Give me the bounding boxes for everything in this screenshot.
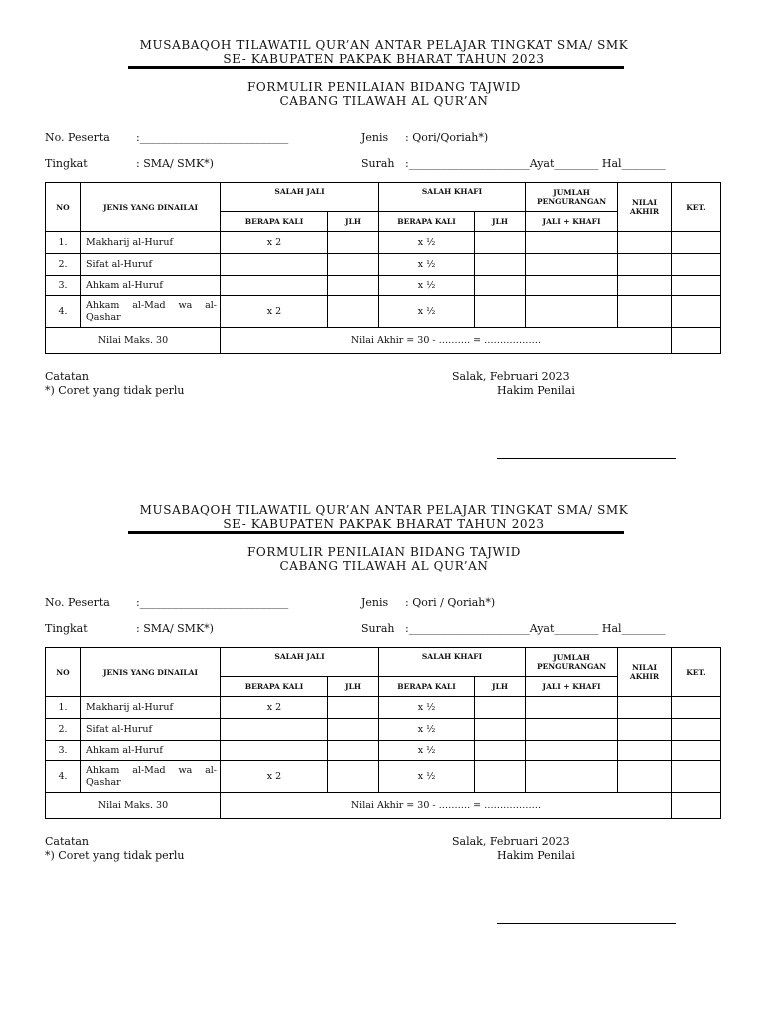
row-jumlah-cell[interactable]: [526, 232, 618, 254]
tingkat-field[interactable]: : SMA/ SMK*): [136, 157, 214, 170]
sub-berapa-kali-jali: BERAPA KALI: [221, 677, 328, 697]
tingkat-label: Tingkat: [45, 157, 88, 170]
signature-line[interactable]: [497, 458, 676, 459]
row-jali-multiplier: [221, 741, 328, 761]
row-nilai-cell[interactable]: [618, 296, 672, 328]
row-number: 2.: [46, 254, 81, 276]
row-criteria: Makharij al-Huruf: [81, 232, 221, 254]
row-nilai-cell[interactable]: [618, 719, 672, 741]
row-jali-multiplier: [221, 254, 328, 276]
row-number: 4.: [46, 296, 81, 328]
sub-jali-khafi: JALI + KHAFI: [526, 677, 618, 697]
header-rule: [128, 66, 624, 69]
row-criteria: Ahkam al-Huruf: [81, 741, 221, 761]
col-jenis-header: JENIS YANG DINAILAI: [81, 183, 221, 232]
row-jali-multiplier: x 2: [221, 697, 328, 719]
row-jali-multiplier: [221, 719, 328, 741]
place-date: Salak, Februari 2023: [452, 370, 570, 383]
sub-berapa-kali-khafi: BERAPA KALI: [379, 677, 475, 697]
row-jali-multiplier: x 2: [221, 232, 328, 254]
nilai-akhir-formula: Nilai Akhir = 30 - ………. = ………………: [221, 793, 672, 819]
row-khafi-multiplier: x ½: [379, 741, 475, 761]
sub-jlh-jali: JLH: [328, 677, 379, 697]
form-subtitle: CABANG TILAWAH AL QUR’AN: [279, 559, 489, 573]
form-title: FORMULIR PENILAIAN BIDANG TAJWID: [246, 80, 522, 94]
row-khafi-total-cell[interactable]: [475, 697, 526, 719]
col-jumlah-header: JUMLAH PENGURANGAN: [526, 183, 618, 212]
row-khafi-total-cell[interactable]: [475, 254, 526, 276]
row-ket-cell[interactable]: [672, 296, 721, 328]
row-nilai-cell[interactable]: [618, 276, 672, 296]
tingkat-field[interactable]: : SMA/ SMK*): [136, 622, 214, 635]
table-row: [46, 232, 721, 254]
row-jumlah-cell[interactable]: [526, 719, 618, 741]
row-khafi-multiplier: x ½: [379, 719, 475, 741]
header-subtitle: SE- KABUPATEN PAKPAK BHARAT TAHUN 2023: [223, 52, 545, 66]
nilai-akhir-ket-cell[interactable]: [672, 328, 721, 354]
row-jali-total-cell[interactable]: [328, 761, 379, 793]
header-title: MUSABAQOH TILAWATIL QUR’AN ANTAR PELAJAR TINGKAT SMA/ SMK: [139, 38, 629, 52]
row-khafi-multiplier: x ½: [379, 761, 475, 793]
row-criteria: Ahkam al-Huruf: [81, 276, 221, 296]
row-ket-cell[interactable]: [672, 741, 721, 761]
row-jali-multiplier: x 2: [221, 296, 328, 328]
hakim-label: Hakim Penilai: [497, 849, 575, 862]
row-nilai-cell[interactable]: [618, 697, 672, 719]
col-salah-khafi-header: SALAH KHAFI: [379, 648, 526, 677]
form-title: FORMULIR PENILAIAN BIDANG TAJWID: [246, 545, 522, 559]
col-jenis-header: JENIS YANG DINAILAI: [81, 648, 221, 697]
row-jali-total-cell[interactable]: [328, 697, 379, 719]
row-jali-multiplier: x 2: [221, 761, 328, 793]
sub-berapa-kali-jali: BERAPA KALI: [221, 212, 328, 232]
catatan-label: Catatan: [45, 835, 90, 848]
sub-berapa-kali-khafi: BERAPA KALI: [379, 212, 475, 232]
header-rule: [128, 531, 624, 534]
coret-note: *) Coret yang tidak perlu: [45, 384, 185, 397]
table-row: [46, 276, 721, 296]
row-jumlah-cell[interactable]: [526, 761, 618, 793]
table-row: [46, 254, 721, 276]
row-jumlah-cell[interactable]: [526, 741, 618, 761]
row-jali-total-cell[interactable]: [328, 296, 379, 328]
row-criteria: Sifat al-Huruf: [81, 254, 221, 276]
row-khafi-total-cell[interactable]: [475, 741, 526, 761]
table-row: [46, 697, 721, 719]
no-peserta-label: No. Peserta: [45, 131, 110, 144]
catatan-label: Catatan: [45, 370, 90, 383]
score-table: [45, 647, 721, 819]
col-ket-header: KET.: [672, 183, 721, 232]
row-jali-total-cell[interactable]: [328, 719, 379, 741]
row-khafi-multiplier: x ½: [379, 697, 475, 719]
row-khafi-multiplier: x ½: [379, 232, 475, 254]
no-peserta-field[interactable]: :___________________________: [136, 596, 289, 609]
coret-note: *) Coret yang tidak perlu: [45, 849, 185, 862]
row-nilai-cell[interactable]: [618, 741, 672, 761]
row-criteria: Ahkam al-Mad wa al-Qashar: [81, 761, 221, 793]
jenis-field[interactable]: : Qori / Qoriah*): [405, 596, 496, 609]
col-jumlah-header: JUMLAH PENGURANGAN: [526, 648, 618, 677]
col-nilai-header: NILAI AKHIR: [618, 183, 672, 232]
hakim-label: Hakim Penilai: [497, 384, 575, 397]
no-peserta-label: No. Peserta: [45, 596, 110, 609]
row-number: 3.: [46, 276, 81, 296]
row-jali-total-cell[interactable]: [328, 741, 379, 761]
row-jumlah-cell[interactable]: [526, 697, 618, 719]
row-number: 1.: [46, 232, 81, 254]
signature-line[interactable]: [497, 923, 676, 924]
row-khafi-multiplier: x ½: [379, 296, 475, 328]
row-jali-total-cell[interactable]: [328, 276, 379, 296]
form-subtitle: CABANG TILAWAH AL QUR’AN: [279, 94, 489, 108]
jenis-label: Jenis: [361, 596, 389, 609]
row-khafi-multiplier: x ½: [379, 276, 475, 296]
col-salah-jali-header: SALAH JALI: [221, 648, 379, 677]
surah-ayat-hal-field[interactable]: :______________________Ayat________ Hal________: [405, 622, 666, 635]
col-no-header: NO: [46, 648, 81, 697]
sub-jlh-khafi: JLH: [475, 212, 526, 232]
row-nilai-cell[interactable]: [618, 232, 672, 254]
col-salah-jali-header: SALAH JALI: [221, 183, 379, 212]
no-peserta-field[interactable]: :___________________________: [136, 131, 289, 144]
row-jali-multiplier: [221, 276, 328, 296]
table-row: [46, 719, 721, 741]
row-ket-cell[interactable]: [672, 232, 721, 254]
row-ket-cell[interactable]: [672, 761, 721, 793]
row-ket-cell[interactable]: [672, 276, 721, 296]
nilai-akhir-ket-cell[interactable]: [672, 793, 721, 819]
row-nilai-cell[interactable]: [618, 761, 672, 793]
sub-jlh-khafi: JLH: [475, 677, 526, 697]
score-table: [45, 182, 721, 354]
table-row: [46, 741, 721, 761]
row-number: 1.: [46, 697, 81, 719]
header-subtitle: SE- KABUPATEN PAKPAK BHARAT TAHUN 2023: [223, 517, 545, 531]
row-ket-cell[interactable]: [672, 697, 721, 719]
row-jali-total-cell[interactable]: [328, 254, 379, 276]
col-nilai-header: NILAI AKHIR: [618, 648, 672, 697]
row-khafi-multiplier: x ½: [379, 254, 475, 276]
row-jali-total-cell[interactable]: [328, 232, 379, 254]
nilai-maks: Nilai Maks. 30: [46, 328, 221, 354]
jenis-field[interactable]: : Qori/Qoriah*): [405, 131, 489, 144]
header-title: MUSABAQOH TILAWATIL QUR’AN ANTAR PELAJAR TINGKAT SMA/ SMK: [139, 503, 629, 517]
col-ket-header: KET.: [672, 648, 721, 697]
row-nilai-cell[interactable]: [618, 254, 672, 276]
col-no-header: NO: [46, 183, 81, 232]
surah-ayat-hal-field[interactable]: :______________________Ayat________ Hal________: [405, 157, 666, 170]
row-khafi-total-cell[interactable]: [475, 232, 526, 254]
col-salah-khafi-header: SALAH KHAFI: [379, 183, 526, 212]
surah-label: Surah: [361, 157, 395, 170]
surah-label: Surah: [361, 622, 395, 635]
row-jumlah-cell[interactable]: [526, 276, 618, 296]
row-criteria: Sifat al-Huruf: [81, 719, 221, 741]
row-khafi-total-cell[interactable]: [475, 761, 526, 793]
place-date: Salak, Februari 2023: [452, 835, 570, 848]
row-khafi-total-cell[interactable]: [475, 276, 526, 296]
table-row: [46, 296, 721, 328]
row-khafi-total-cell[interactable]: [475, 719, 526, 741]
row-criteria: Makharij al-Huruf: [81, 697, 221, 719]
row-ket-cell[interactable]: [672, 254, 721, 276]
jenis-label: Jenis: [361, 131, 389, 144]
nilai-akhir-formula: Nilai Akhir = 30 - ………. = ………………: [221, 328, 672, 354]
row-number: 2.: [46, 719, 81, 741]
nilai-maks: Nilai Maks. 30: [46, 793, 221, 819]
table-row: [46, 761, 721, 793]
sub-jali-khafi: JALI + KHAFI: [526, 212, 618, 232]
sub-jlh-jali: JLH: [328, 212, 379, 232]
row-number: 4.: [46, 761, 81, 793]
row-jumlah-cell[interactable]: [526, 254, 618, 276]
row-number: 3.: [46, 741, 81, 761]
row-ket-cell[interactable]: [672, 719, 721, 741]
tingkat-label: Tingkat: [45, 622, 88, 635]
row-criteria: Ahkam al-Mad wa al-Qashar: [81, 296, 221, 328]
row-khafi-total-cell[interactable]: [475, 296, 526, 328]
row-jumlah-cell[interactable]: [526, 296, 618, 328]
